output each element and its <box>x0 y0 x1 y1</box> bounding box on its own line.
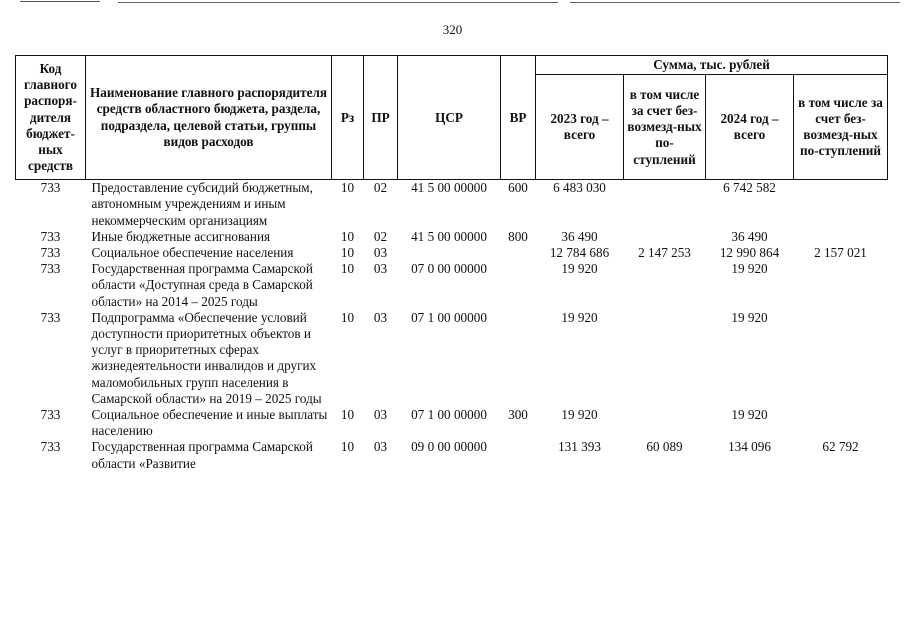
cell-pr: 03 <box>373 439 388 455</box>
cell-2023-total: 19 920 <box>561 309 598 325</box>
table-row <box>16 407 888 439</box>
cell-pr: 03 <box>373 245 388 261</box>
cell-csr: 09 0 00 00000 <box>411 439 487 455</box>
cell-name: Подпрограмма «Обеспечение условий доступности приоритетных объектов и услуг в приоритетных сферах жизнедеятельности инвалидов и других маломобильных групп населения в Самарской области» на 2019 – 2025 годы <box>91 309 322 406</box>
cell-rz: 10 <box>340 228 355 244</box>
cell-2023-total: 36 490 <box>561 228 598 244</box>
cell-rz: 10 <box>340 261 355 277</box>
cell-2023-free <box>624 261 706 310</box>
cell-2024-total: 12 990 864 <box>719 245 780 261</box>
cell-rz: 10 <box>340 245 355 261</box>
cell-rz: 10 <box>340 439 355 455</box>
cell-2023-free <box>624 229 706 245</box>
table-row <box>16 439 888 471</box>
cell-vr: 800 <box>508 228 528 244</box>
cell-rz: 10 <box>340 407 355 423</box>
cell-2024-total: 19 920 <box>731 407 768 423</box>
header-name: Наименование главного распорядителя средств областного бюджета, раздела, подраздела, целевой статьи, группы видов расходов <box>86 56 332 180</box>
header-code: Код главного распоря-дителя бюджет-ных средств <box>16 56 86 180</box>
cell-code: 733 <box>40 309 61 325</box>
cell-vr <box>501 245 536 261</box>
cell-2024-total: 134 096 <box>728 439 771 455</box>
header-vr: ВР <box>501 56 536 180</box>
cell-2023-free <box>624 180 706 229</box>
cell-pr: 03 <box>373 261 388 277</box>
cell-name: Социальное обеспечение и иные выплаты населению <box>91 407 328 439</box>
cell-csr: 07 1 00 00000 <box>411 407 487 423</box>
top-border-lines <box>0 0 905 6</box>
budget-table <box>15 55 888 472</box>
page-number: 320 <box>442 22 463 37</box>
cell-name: Иные бюджетные ассигнования <box>91 228 271 244</box>
top-line-segment <box>118 2 558 3</box>
cell-code: 733 <box>40 439 61 455</box>
cell-rz: 10 <box>340 309 355 325</box>
cell-2024-total: 6 742 582 <box>723 180 776 196</box>
header-sum-group: Сумма, тыс. рублей <box>536 56 888 75</box>
header-rz: Рз <box>332 56 364 180</box>
cell-vr <box>501 261 536 310</box>
top-line-segment <box>570 2 900 3</box>
table-body <box>16 180 888 472</box>
cell-csr: 41 5 00 00000 <box>411 180 487 196</box>
cell-2024-free <box>794 407 888 439</box>
cell-2024-free: 2 157 021 <box>814 245 867 261</box>
cell-vr <box>501 310 536 407</box>
cell-csr: 41 5 00 00000 <box>411 228 487 244</box>
cell-2023-free: 2 147 253 <box>638 245 691 261</box>
table-row <box>16 180 888 229</box>
header-csr: ЦСР <box>398 56 501 180</box>
cell-2024-total: 19 920 <box>731 261 768 277</box>
table-row <box>16 229 888 245</box>
cell-pr: 03 <box>373 309 388 325</box>
cell-2023-free <box>624 310 706 407</box>
cell-vr <box>501 439 536 471</box>
cell-2023-total: 131 393 <box>558 439 601 455</box>
header-2023-free: в том числе за счет без-возмезд-ных по-ступлений <box>624 75 706 180</box>
cell-2024-free <box>794 229 888 245</box>
cell-csr: 07 0 00 00000 <box>411 261 487 277</box>
cell-code: 733 <box>40 180 61 196</box>
cell-csr: 07 1 00 00000 <box>411 309 487 325</box>
cell-name: Предоставление субсидий бюджетным, автономным учреждениям и иным некоммерческим организациям <box>91 180 313 228</box>
cell-pr: 03 <box>373 407 388 423</box>
header-2023-total: 2023 год – всего <box>536 75 624 180</box>
header-pr: ПР <box>364 56 398 180</box>
top-line-segment <box>20 1 100 2</box>
cell-2024-free <box>794 310 888 407</box>
cell-2024-free <box>794 261 888 310</box>
table-row <box>16 245 888 261</box>
cell-name: Государственная программа Самарской области «Доступная среда в Самарской области» на 2014 – 2025 годы <box>91 261 313 309</box>
table-row <box>16 310 888 407</box>
cell-code: 733 <box>40 228 61 244</box>
cell-pr: 02 <box>373 180 388 196</box>
cell-2024-free: 62 792 <box>822 439 859 455</box>
cell-rz: 10 <box>340 180 355 196</box>
cell-vr: 300 <box>508 407 528 423</box>
cell-2023-total: 12 784 686 <box>549 245 610 261</box>
cell-2024-total: 19 920 <box>731 309 768 325</box>
table-header <box>16 56 888 180</box>
table-row <box>16 261 888 310</box>
cell-2023-free <box>624 407 706 439</box>
cell-2023-total: 19 920 <box>561 261 598 277</box>
cell-pr: 02 <box>373 228 388 244</box>
cell-2024-total: 36 490 <box>731 228 768 244</box>
cell-name: Социальное обеспечение населения <box>91 245 294 261</box>
cell-2023-total: 19 920 <box>561 407 598 423</box>
cell-2023-free: 60 089 <box>646 439 683 455</box>
cell-2023-total: 6 483 030 <box>553 180 606 196</box>
cell-vr: 600 <box>508 180 528 196</box>
header-2024-total: 2024 год – всего <box>706 75 794 180</box>
cell-csr <box>398 245 501 261</box>
cell-code: 733 <box>40 261 61 277</box>
header-2024-free: в том числе за счет без-возмезд-ных по-ступлений <box>794 75 888 180</box>
cell-name: Государственная программа Самарской области «Развитие <box>91 439 313 471</box>
cell-code: 733 <box>40 407 61 423</box>
cell-2024-free <box>794 180 888 229</box>
cell-code: 733 <box>40 245 61 261</box>
